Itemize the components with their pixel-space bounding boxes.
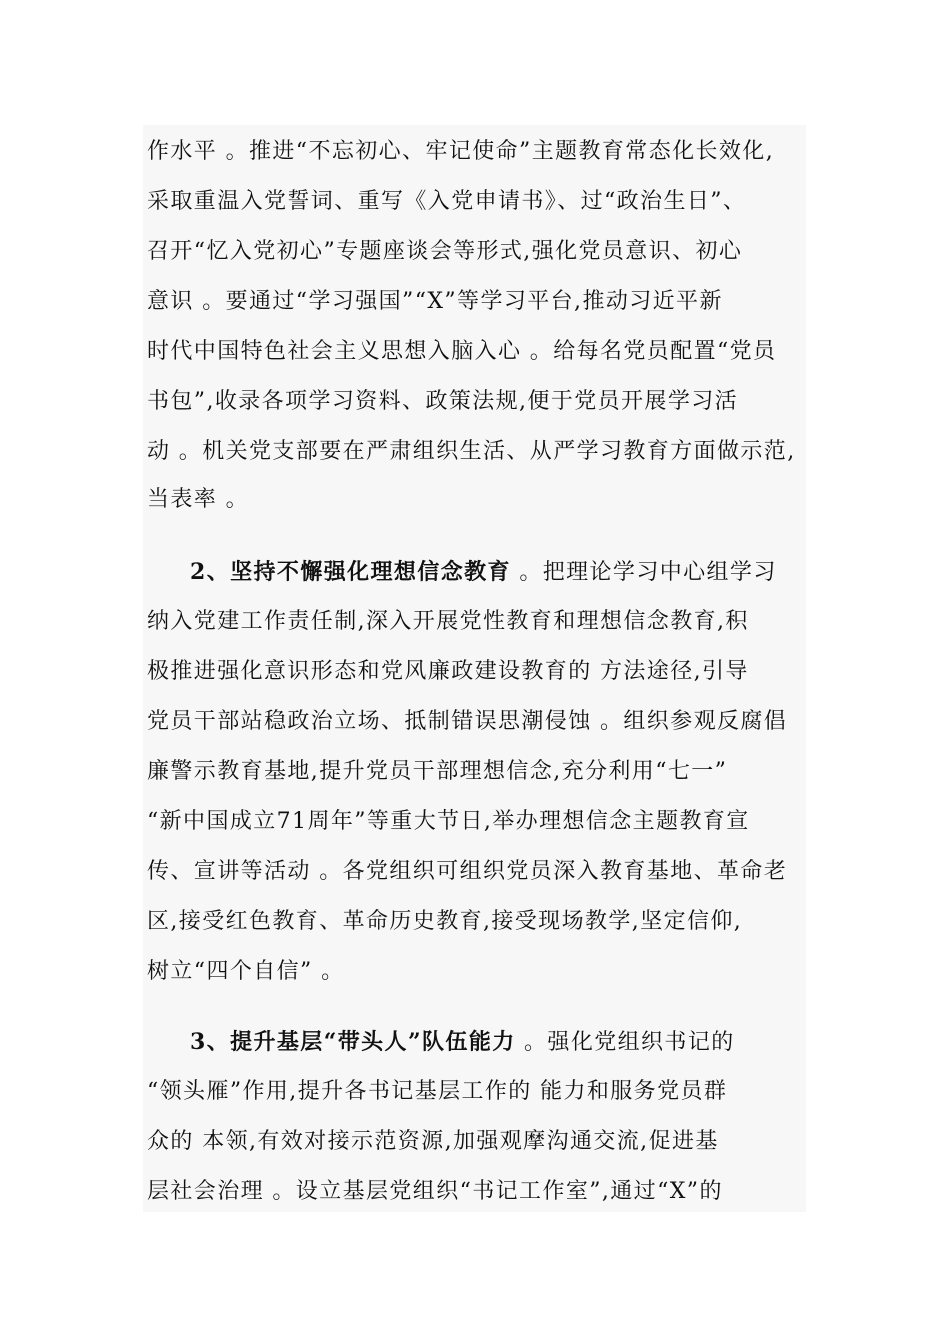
paragraph-text: 。强化党组织书记的 — [515, 1030, 735, 1055]
paragraph-line: 当表率 。 — [147, 487, 249, 512]
paragraph-line: 意识 。要通过“学习强国”“X”等学习平台,推动习近平新 — [147, 289, 723, 314]
section-heading: 3、提升基层“带头人”队伍能力 — [190, 1029, 516, 1055]
paragraph-first-line — [190, 557, 777, 587]
paragraph-first-line — [190, 1027, 735, 1057]
section-heading: 2、坚持不懈强化理想信念教育 — [190, 559, 511, 585]
paragraph-line: 区,接受红色教育、革命历史教育,接受现场教学,坚定信仰, — [147, 909, 743, 934]
paragraph-line: 廉警示教育基地,提升党员干部理想信念,充分利用“七一” — [147, 759, 728, 784]
paragraph-line: 树立“四个自信” 。 — [147, 959, 345, 984]
paragraph-line: 召开“忆入党初心”专题座谈会等形式,强化党员意识、初心 — [147, 239, 743, 264]
paragraph-line: 书包”,收录各项学习资料、政策法规,便于党员开展学习活 — [147, 389, 739, 414]
paragraph-line: 极推进强化意识形态和党风廉政建设教育的 方法途径,引导 — [147, 659, 749, 684]
paragraph-line: 众的 本领,有效对接示范资源,加强观摩沟通交流,促进基 — [147, 1129, 719, 1154]
paragraph-line: 采取重温入党誓词、重写《入党申请书》、过“政治生日”、 — [147, 189, 747, 214]
paragraph-line: 时代中国特色社会主义思想入脑入心 。给每名党员配置“党员 — [147, 339, 777, 364]
paragraph-text: 。把理论学习中心组学习 — [510, 560, 777, 585]
paragraph-line: 作水平 。推进“不忘初心、牢记使命”主题教育常态化长效化, — [147, 139, 775, 164]
paragraph-line: 党员干部站稳政治立场、抵制错误思潮侵蚀 。组织参观反腐倡 — [147, 709, 788, 734]
paragraph-line: 传、宣讲等活动 。各党组织可组织党员深入教育基地、革命老 — [147, 859, 788, 884]
paragraph-line: “新中国成立71周年”等重大节日,举办理想信念主题教育宣 — [147, 809, 750, 834]
paragraph-line: 纳入党建工作责任制,深入开展党性教育和理想信念教育,积 — [147, 609, 749, 634]
paragraph-line: “领头雁”作用,提升各书记基层工作的 能力和服务党员群 — [147, 1079, 728, 1104]
paragraph-line: 层社会治理 。设立基层党组织“书记工作室”,通过“X”的 — [147, 1179, 723, 1204]
paragraph-line: 动 。机关党支部要在严肃组织生活、从严学习教育方面做示范, — [147, 439, 796, 464]
